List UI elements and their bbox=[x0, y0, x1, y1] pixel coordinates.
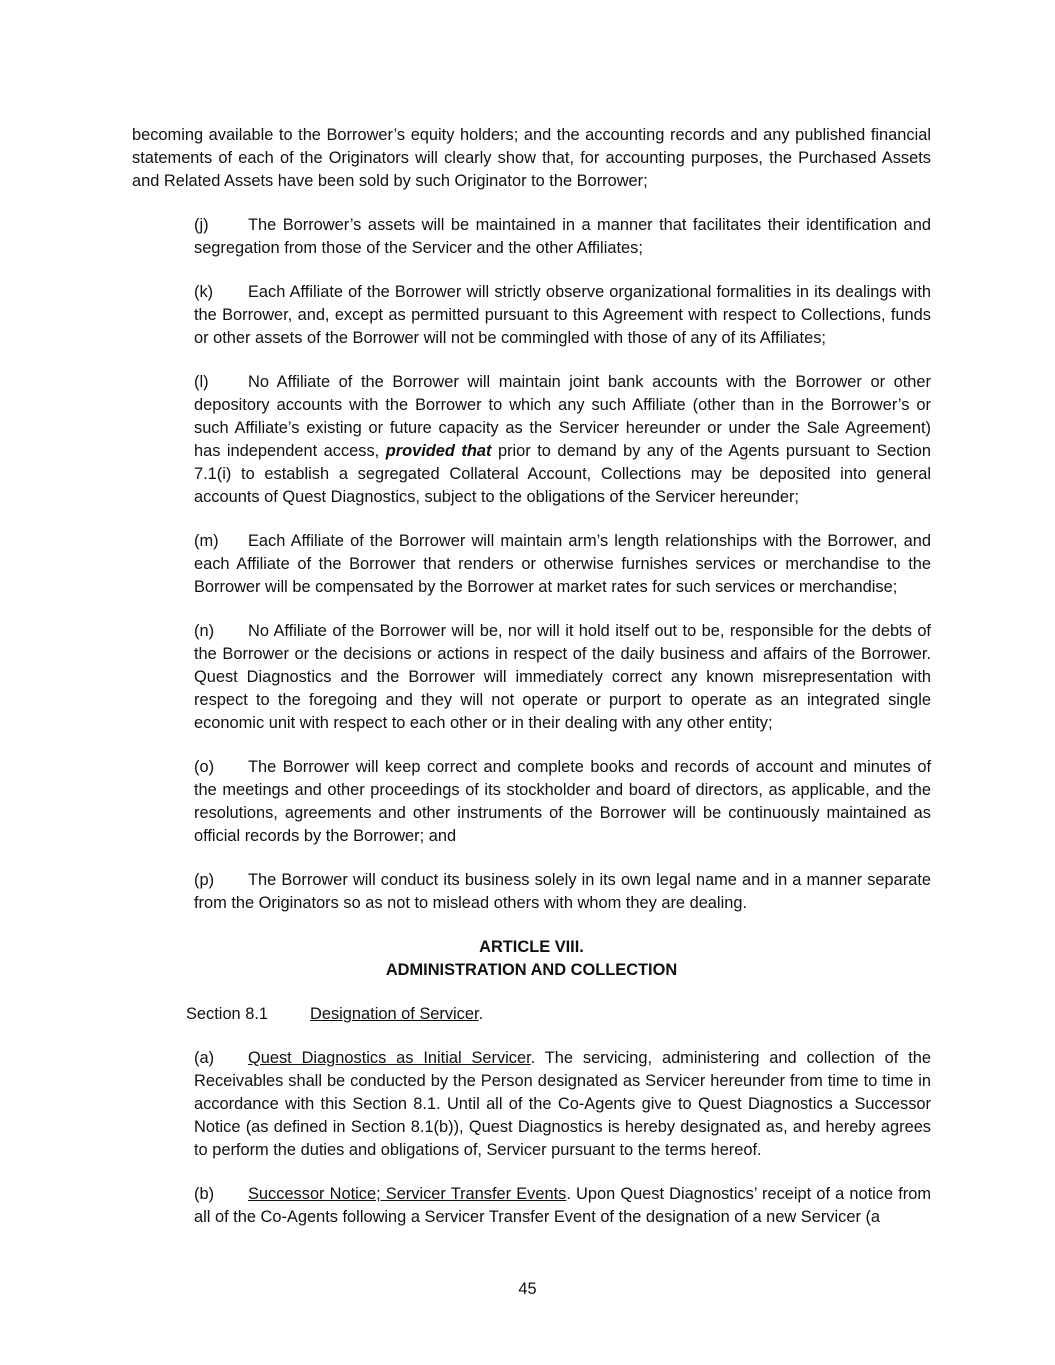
clause-label: (a) bbox=[194, 1049, 215, 1067]
paragraph-p bbox=[132, 869, 931, 915]
subsection-heading: Quest Diagnostics as Initial Servicer bbox=[248, 1049, 531, 1067]
clause-text: The Borrower will conduct its business solely in its own legal name and in a manner separate from the Originators so as not to mislead others with whom they are dealing. bbox=[194, 871, 931, 912]
clause-label: (p) bbox=[194, 871, 215, 889]
article-number: ARTICLE VIII. bbox=[479, 938, 584, 956]
clause-text-continued: prior to demand by any of the Agents pursuant to Section 7.1(i) to establish a segregated Collateral Account, Collections may be deposited into general accounts of Quest Diagnostics, subject to the obligations of the Servicer hereunder; bbox=[194, 442, 932, 506]
section-title: Designation of Servicer bbox=[310, 1005, 479, 1023]
clause-label: (l) bbox=[194, 373, 209, 391]
clause-text: Each Affiliate of the Borrower will maintain arm’s length relationships with the Borrower, and each Affiliate of the Borrower that renders or otherwise furnishes services or merchandise to the Borrower will be compensated by the Borrower at market rates for such services or merchandise; bbox=[194, 532, 931, 596]
page-number: 45 bbox=[518, 1280, 537, 1298]
clause-text: . The servicing, administering and collection of the Receivables shall be conducted by the Person designated as Servicer hereunder from time to time in accordance with this Section 8.1. Until all of the Co-Agents give to Quest Diagnostics a Successor Notice (as defined in Section 8.1(b)), Quest Diagnostics is hereby designated as, and hereby agrees to perform the duties and obligations of, Servicer pursuant to the terms hereof. bbox=[194, 1049, 931, 1159]
clause-label: (n) bbox=[194, 622, 215, 640]
section-number: Section 8.1 bbox=[186, 1005, 269, 1023]
paragraph-o bbox=[132, 756, 931, 848]
paragraph-n bbox=[132, 620, 931, 735]
clause-label: (o) bbox=[194, 758, 215, 776]
section-suffix: . bbox=[478, 1005, 484, 1023]
paragraph-m bbox=[132, 530, 931, 599]
clause-label: (b) bbox=[194, 1185, 215, 1203]
document-page bbox=[132, 124, 931, 1250]
clause-text: Each Affiliate of the Borrower will strictly observe organizational formalities in its dealings with the Borrower, and, except as permitted pursuant to this Agreement with respect to Collections, funds or other assets of the Borrower will not be commingled with those of any of its Affiliates; bbox=[194, 283, 931, 347]
clause-label: (m) bbox=[194, 532, 219, 550]
paragraph-l bbox=[132, 371, 931, 509]
clause-label: (k) bbox=[194, 283, 214, 301]
subsection-a bbox=[132, 1047, 931, 1162]
article-title: ADMINISTRATION AND COLLECTION bbox=[385, 961, 678, 979]
clause-text: No Affiliate of the Borrower will maintain joint bank accounts with the Borrower or other depository accounts with the Borrower to which any such Affiliate (other than in the Borrower’s or such Affiliate’s existing or future capacity as the Servicer hereunder or under the Sale Agreement) has independent access, bbox=[194, 373, 931, 460]
section-heading bbox=[186, 1003, 931, 1026]
emphasis-provided-that: provided that bbox=[385, 442, 492, 460]
clause-text: The Borrower’s assets will be maintained in a manner that facilitates their identification and segregation from those of the Servicer and the other Affiliates; bbox=[194, 216, 931, 257]
paragraph-j bbox=[132, 214, 931, 260]
clause-label: (j) bbox=[194, 216, 209, 234]
paragraph-k bbox=[132, 281, 931, 350]
paragraph-intro: becoming available to the Borrower’s equity holders; and the accounting records and any published financial statements of each of the Originators will clearly show that, for accounting purposes, the Purchased Assets and Related Assets have been sold by such Originator to the Borrower; bbox=[132, 126, 931, 190]
clause-text: . Upon Quest Diagnostics’ receipt of a notice from all of the Co-Agents following a Servicer Transfer Event of the designation of a new Servicer (a bbox=[194, 1185, 931, 1226]
clause-text: No Affiliate of the Borrower will be, nor will it hold itself out to be, responsible for the debts of the Borrower or the decisions or actions in respect of the daily business and affairs of the Borrower. Quest Diagnostics and the Borrower will immediately correct any known misrepresentation with respect to the foregoing and they will not operate or purport to operate as an integrated single economic unit with respect to each other or in their dealing with any other entity; bbox=[194, 622, 931, 732]
clause-text: The Borrower will keep correct and complete books and records of account and minutes of the meetings and other proceedings of its stockholder and board of directors, as applicable, and the resolutions, agreements and other instruments of the Borrower will be continuously maintained as official records by the Borrower; and bbox=[194, 758, 931, 845]
subsection-heading: Successor Notice; Servicer Transfer Events bbox=[248, 1185, 567, 1203]
subsection-b bbox=[132, 1183, 931, 1229]
